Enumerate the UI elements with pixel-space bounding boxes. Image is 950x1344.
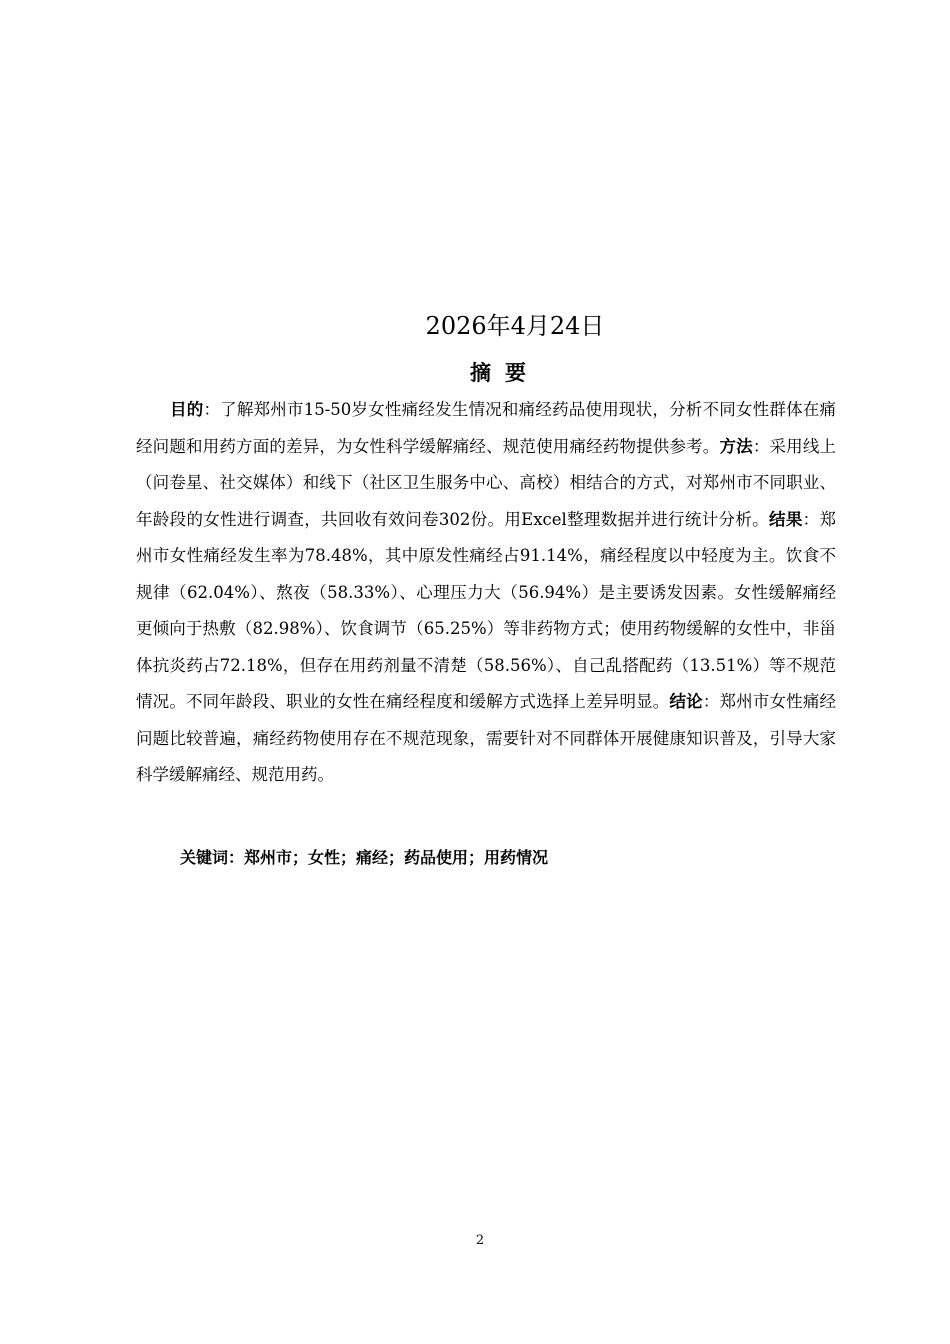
page-number: 2 <box>475 1233 485 1248</box>
keywords-line: 关键词：郑州市；女性；痛经；药品使用；用药情况 <box>180 848 549 867</box>
report-date: 2026年4月24日 <box>425 312 605 340</box>
abstract-paragraph <box>136 392 836 794</box>
results-label: 结果 <box>769 509 803 529</box>
methods-label: 方法 <box>719 436 753 456</box>
conclusion-label: 结论 <box>669 692 703 711</box>
results-text: ：郑州市女性痛经发生率为78.48%，其中原发性痛经占91.14%，痛经程度以中轻度为主。饮食不规律（62.04%）、熬夜（58.33%）、心理压力大（56.94%）是主要诱发因素。女性缓解痛经更倾向于热敷（82.98%）、饮食调节（65.25%）等非药物方式；使用药物缓解的女性中，非甾体抗炎药占72.18%，但存在用药剂量不清楚（58.56%）、自己乱搭配药（13.51%）等不规范情况。不同年龄段、职业的女性在痛经程度和缓解方式选择上差异明显。 <box>136 509 836 711</box>
methods-text: ：采用线上（问卷星、社交媒体）和线下（社区卫生服务中心、高校）相结合的方式，对郑州市不同职业、年龄段的女性进行调查，共回收有效问卷302份。用Excel整理数据并进行统计分析。 <box>136 436 837 529</box>
abstract-heading: 摘要 <box>470 361 540 385</box>
objective-label: 目的 <box>170 400 204 419</box>
conclusion-text: ：郑州市女性痛经问题比较普遍，痛经药物使用存在不规范现象，需要针对不同群体开展健康知识普及，引导大家科学缓解痛经、规范用药。 <box>136 692 837 784</box>
objective-text: ：了解郑州市15-50岁女性痛经发生情况和痛经药品使用现状，分析不同女性群体在痛经问题和用药方面的差异，为女性科学缓解痛经、规范使用痛经药物提供参考。 <box>136 400 836 456</box>
